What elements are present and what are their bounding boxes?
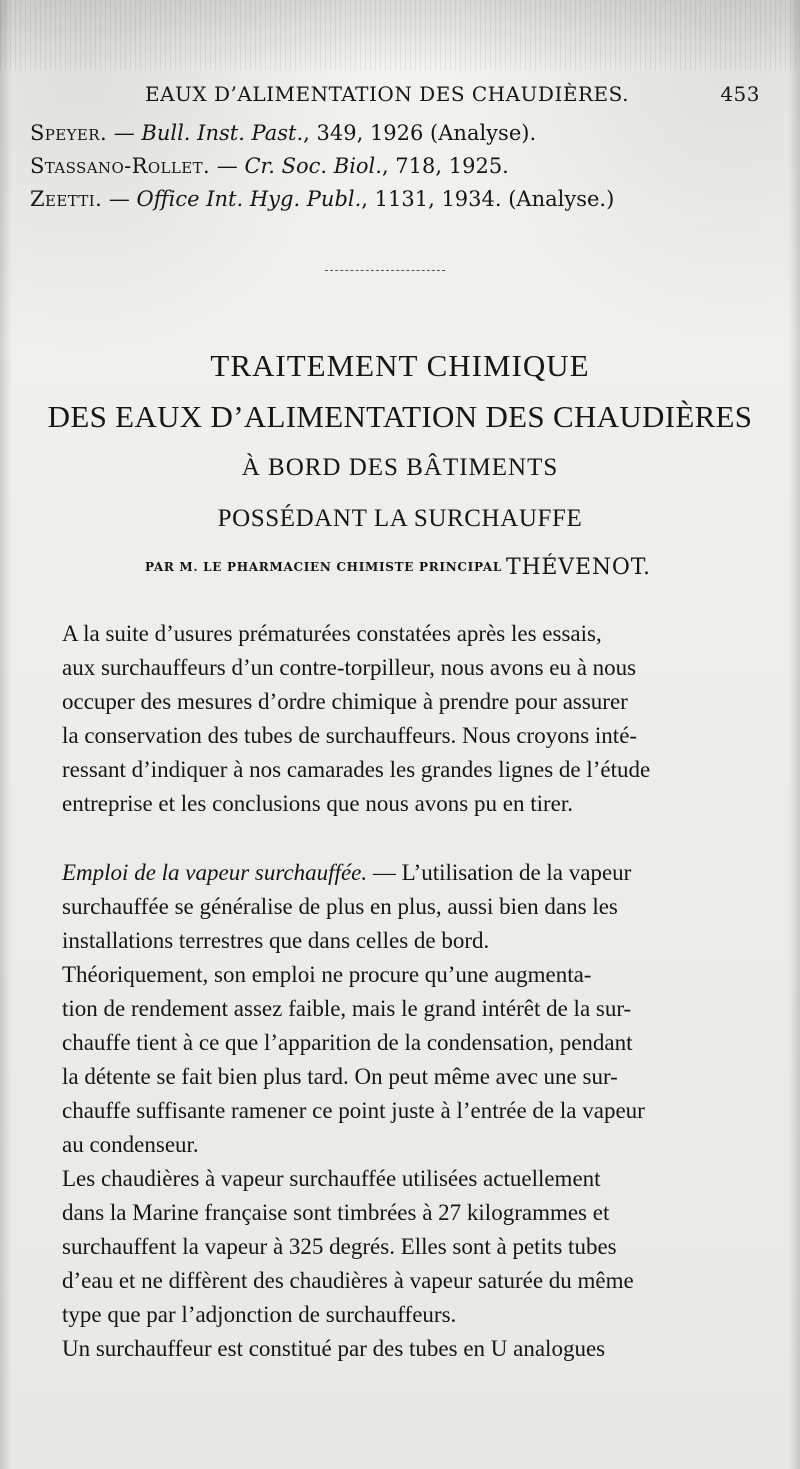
- title-line-4: POSSÉDANT LA SURCHAUFFE: [217, 505, 583, 532]
- right-page-shadow: [788, 0, 800, 1469]
- text-line: d’eau et ne diffèrent des chaudières à vapeur saturée du même: [62, 1268, 634, 1293]
- reference-stassano-rollet: [30, 150, 750, 183]
- author-byline: [145, 555, 651, 580]
- reference-dash: —: [210, 154, 245, 178]
- text-line: A la suite d’usures prématurées constatées après les essais,: [62, 621, 602, 646]
- reference-author: Speyer.: [30, 121, 108, 145]
- reference-author: Zeetti.: [30, 187, 103, 211]
- text-line: installations terrestres que dans celles de bord.: [62, 928, 490, 953]
- title-line-2: DES EAUX D’ALIMENTATION DES CHAUDIÈRES: [47, 399, 753, 434]
- byline-prefix: PAR M. LE PHARMACIEN CHIMISTE PRINCIPAL: [145, 560, 502, 574]
- reference-dash: —: [107, 121, 142, 145]
- paragraph-introduction: [42, 617, 752, 821]
- text-line: type que par l’adjonction de surchauffeurs.: [62, 1302, 457, 1327]
- reference-journal: Bull. Inst. Past.: [141, 121, 304, 145]
- scan-noise: [0, 0, 800, 70]
- left-page-shadow: [0, 0, 12, 1469]
- text-line: surchauffent la vapeur à 325 degrés. Elles sont à petits tubes: [62, 1234, 617, 1259]
- reference-details: , 349, 1926 (Analyse).: [303, 121, 537, 145]
- reference-zeetti: [30, 183, 750, 216]
- reference-journal: Cr. Soc. Biol.: [244, 154, 382, 178]
- paragraph-theory: [42, 958, 752, 1162]
- text-line: ressant d’indiquer à nos camarades les grandes lignes de l’étude: [62, 757, 651, 782]
- text-line: [42, 856, 752, 890]
- text-line: au condenseur.: [62, 1132, 199, 1157]
- text-line: aux surchauffeurs d’un contre-torpilleur, nous avons eu à nous: [62, 655, 637, 680]
- text-line: surchauffée se généralise de plus en plus, aussi bien dans les: [62, 894, 618, 919]
- section-separator: [325, 270, 445, 271]
- text-line: occuper des mesures d’ordre chimique à prendre pour assurer: [62, 689, 628, 714]
- paragraph-boilers: [42, 1162, 752, 1332]
- text-line: tion de rendement assez faible, mais le grand intérêt de la sur-: [62, 996, 632, 1021]
- page-header: [145, 82, 760, 112]
- reference-list: [30, 117, 750, 216]
- text-line: la détente se fait bien plus tard. On peut même avec une sur-: [62, 1064, 618, 1089]
- reference-author: Stassano-Rollet.: [30, 154, 211, 178]
- page-number: 453: [720, 82, 760, 106]
- section-heading-inline: Emploi de la vapeur surchauffée.: [62, 860, 368, 885]
- title-line-1: TRAITEMENT CHIMIQUE: [210, 348, 590, 383]
- text-line: dans la Marine française sont timbrées à 27 kilogrammes et: [62, 1200, 610, 1225]
- reference-speyer: [30, 117, 750, 150]
- text-line: entreprise et les conclusions que nous avons pu en tirer.: [62, 791, 573, 816]
- paragraph-superheated-steam: [42, 856, 752, 958]
- text-line: la conservation des tubes de surchauffeurs. Nous croyons inté-: [62, 723, 638, 748]
- reference-journal: Office Int. Hyg. Publ.: [136, 187, 362, 211]
- text-line: Théoriquement, son emploi ne procure qu’une augmenta-: [62, 962, 592, 987]
- article-title: [0, 340, 800, 544]
- text-line: Un surchauffeur est constitué par des tubes en U analogues: [62, 1336, 606, 1361]
- reference-details: , 1131, 1934. (Analyse.): [361, 187, 615, 211]
- title-line-3: À BORD DES BÂTIMENTS: [241, 454, 559, 481]
- running-head: EAUX D’ALIMENTATION DES CHAUDIÈRES.: [145, 82, 629, 106]
- author-name: THÉVENOT.: [505, 555, 651, 580]
- article-body: [42, 617, 752, 1366]
- text-line: Les chaudières à vapeur surchauffée utilisées actuellement: [62, 1166, 601, 1191]
- paragraph-superheater: [42, 1332, 752, 1366]
- reference-dash: —: [102, 187, 137, 211]
- text-line: chauffe suffisante ramener ce point juste à l’entrée de la vapeur: [62, 1098, 645, 1123]
- text-line: chauffe tient à ce que l’apparition de la condensation, pendant: [62, 1030, 633, 1055]
- reference-details: , 718, 1925.: [381, 154, 509, 178]
- text-fragment: — L’utilisation de la vapeur: [367, 860, 632, 885]
